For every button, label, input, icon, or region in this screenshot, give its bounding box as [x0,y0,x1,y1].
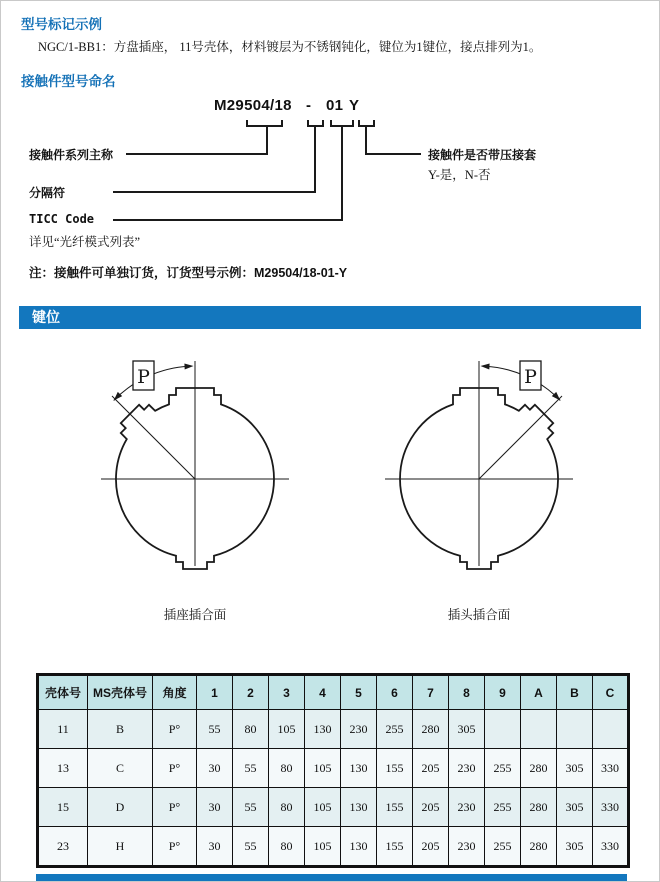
callout-line [126,153,268,155]
bracket-drop [341,125,343,221]
key-table-cell: 230 [449,827,485,867]
key-table-cell: 130 [305,710,341,749]
key-table-cell: 30 [197,788,233,827]
key-table-cell: 15 [38,788,88,827]
bracket-drop [365,125,367,155]
key-table-cell: C [88,749,153,788]
key-table-cell: 330 [593,827,629,867]
key-table-cell: 11 [38,710,88,749]
model-series: M29504/18 [214,97,292,114]
key-table-header-cell: 2 [233,675,269,710]
key-table-row [38,788,629,827]
key-table-header-cell: 4 [305,675,341,710]
key-table-cell: 23 [38,827,88,867]
key-table-cell: 80 [269,827,305,867]
key-table-cell: 305 [449,710,485,749]
callout-line [365,153,421,155]
key-table-header-cell: 8 [449,675,485,710]
key-table-header-cell: 5 [341,675,377,710]
naming-title: 接触件型号命名 [21,74,116,89]
key-table-cell: P° [153,827,197,867]
marking-example-title: 型号标记示例 [21,17,102,32]
key-table-row [38,749,629,788]
crimp-sleeve-note: Y-是，N-否 [428,168,491,182]
key-table-cell: 230 [449,749,485,788]
key-table-header-cell: A [521,675,557,710]
key-table-cell: 80 [269,788,305,827]
socket-face-caption: 插座插合面 [163,608,227,622]
key-table-cell: 130 [341,827,377,867]
key-table-cell: 205 [413,749,449,788]
page-footer-bar [36,874,627,882]
key-table-header-cell: 3 [269,675,305,710]
callout-line [113,219,343,221]
key-table-cell [521,710,557,749]
key-table-row [38,710,629,749]
key-table-cell: 305 [557,749,593,788]
key-table-header-cell: 9 [485,675,521,710]
model-separator: - [306,97,312,114]
key-table-cell: 330 [593,749,629,788]
key-table-cell: 280 [521,749,557,788]
key-table-cell: 105 [305,827,341,867]
key-table-cell: 105 [269,710,305,749]
key-label: P [524,366,537,388]
key-table-cell: 330 [593,788,629,827]
key-table-cell [593,710,629,749]
key-table-cell: 155 [377,749,413,788]
key-table-cell: 130 [341,749,377,788]
key-table-cell: D [88,788,153,827]
bracket-drop [266,125,268,155]
series-label: 接触件系列主称 [29,148,114,162]
plug-face-caption: 插头插合面 [447,608,511,622]
key-table-header-cell: MS壳体号 [88,675,153,710]
key-table-cell: H [88,827,153,867]
key-table-cell: 280 [521,788,557,827]
key-table-header-cell: 角度 [153,675,197,710]
model-suffix: Y [349,97,360,114]
key-table-cell: 55 [197,710,233,749]
key-table-row [38,827,629,867]
key-table-cell: 130 [341,788,377,827]
crimp-sleeve-label: 接触件是否带压接套 [428,148,537,162]
key-table-cell: 105 [305,749,341,788]
key-table-header-row [38,675,629,710]
plug-face-drawing [369,344,589,596]
key-table-cell [557,710,593,749]
key-table-cell: 155 [377,788,413,827]
key-table-cell: P° [153,788,197,827]
bracket-bar [246,125,283,127]
key-table-cell: 255 [485,749,521,788]
key-table-cell: P° [153,710,197,749]
key-table-cell: 255 [485,827,521,867]
key-table-cell: P° [153,749,197,788]
key-table-cell: 255 [377,710,413,749]
callout-line [113,191,316,193]
key-table-cell [485,710,521,749]
key-table-cell: 80 [269,749,305,788]
key-table-cell: 205 [413,827,449,867]
key-table-cell: 305 [557,788,593,827]
key-table-cell: 155 [377,827,413,867]
key-label: P [137,366,150,388]
key-table-header-cell: 壳体号 [38,675,88,710]
key-table-cell: B [88,710,153,749]
key-table-cell: 30 [197,827,233,867]
key-table-header-cell: B [557,675,593,710]
bracket-drop [314,125,316,193]
key-table-cell: 13 [38,749,88,788]
marking-example-body: NGC/1-BB1：方盘插座， 11号壳体，材料镀层为不锈钢钝化，键位为1键位，接点排列为1。 [38,40,542,54]
key-table-cell: 205 [413,788,449,827]
arc-arrow-head [184,364,193,370]
key-table-cell: 105 [305,788,341,827]
ticc-code-label: TICC Code [29,212,95,226]
key-table-cell: 30 [197,749,233,788]
key-table-header-cell: 1 [197,675,233,710]
ticc-code-note: 详见“光纤模式列表” [29,235,141,249]
key-position-table [36,673,630,868]
key-table-cell: 230 [341,710,377,749]
socket-face-drawing [85,344,305,596]
key-table-cell: 305 [557,827,593,867]
key-table-header-cell: 7 [413,675,449,710]
key-table-cell: 280 [521,827,557,867]
key-table-header-cell: 6 [377,675,413,710]
key-table-cell: 55 [233,788,269,827]
model-code: 01 [326,97,344,114]
key-table-cell: 255 [485,788,521,827]
separator-label: 分隔符 [29,186,66,200]
key-table-cell: 80 [233,710,269,749]
key-table-cell: 280 [413,710,449,749]
key-table-cell: 55 [233,827,269,867]
key-table-header-cell: C [593,675,629,710]
arc-arrow-head [481,364,490,370]
key-table-cell: 55 [233,749,269,788]
order-note: 注：接触件可单独订货，订货型号示例：M29504/18-01-Y [29,266,348,280]
key-table-cell: 230 [449,788,485,827]
keying-banner-label: 键位 [32,309,60,325]
keying-section-banner [19,306,641,329]
